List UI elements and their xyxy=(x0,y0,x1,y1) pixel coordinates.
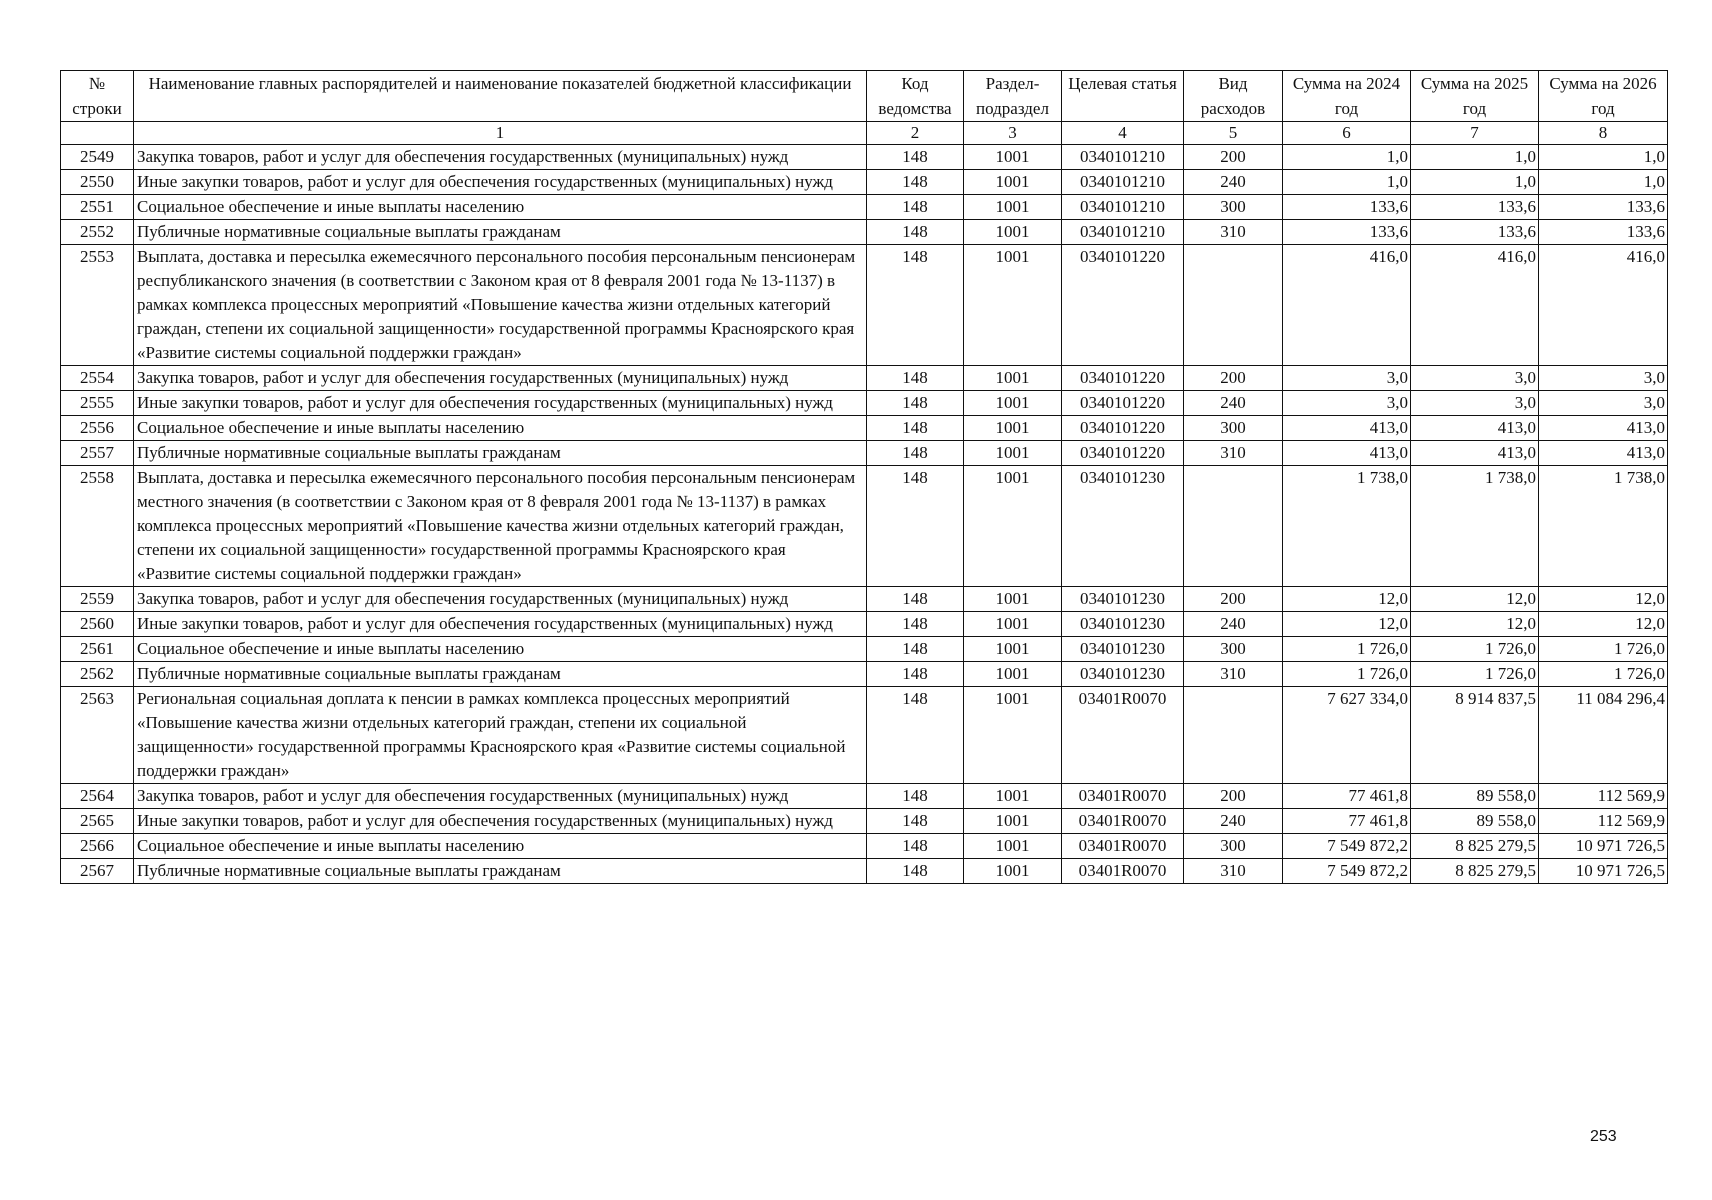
row-number: 2560 xyxy=(61,612,134,637)
sum-2025: 1,0 xyxy=(1411,145,1539,170)
sum-2024: 413,0 xyxy=(1283,441,1411,466)
target-code: 0340101210 xyxy=(1062,195,1184,220)
row-name: Закупка товаров, работ и услуг для обеспечения государственных (муниципальных) нужд xyxy=(134,145,867,170)
sum-2026: 3,0 xyxy=(1539,366,1668,391)
section-code: 1001 xyxy=(964,662,1062,687)
section-code: 1001 xyxy=(964,612,1062,637)
row-number: 2549 xyxy=(61,145,134,170)
dept-code: 148 xyxy=(867,441,964,466)
table-row xyxy=(61,195,1668,220)
sum-2024: 7 549 872,2 xyxy=(1283,859,1411,884)
sum-2025: 413,0 xyxy=(1411,441,1539,466)
target-code: 0340101230 xyxy=(1062,612,1184,637)
expense-type xyxy=(1184,466,1283,587)
target-code: 03401R0070 xyxy=(1062,809,1184,834)
row-number: 2565 xyxy=(61,809,134,834)
sum-2026: 1,0 xyxy=(1539,170,1668,195)
table-row xyxy=(61,391,1668,416)
target-code: 0340101210 xyxy=(1062,170,1184,195)
expense-type: 240 xyxy=(1184,612,1283,637)
expense-type: 310 xyxy=(1184,220,1283,245)
sum-2025: 8 825 279,5 xyxy=(1411,834,1539,859)
target-code: 0340101220 xyxy=(1062,245,1184,366)
section-code: 1001 xyxy=(964,170,1062,195)
sum-2026: 416,0 xyxy=(1539,245,1668,366)
target-code: 03401R0070 xyxy=(1062,687,1184,784)
dept-code: 148 xyxy=(867,170,964,195)
section-code: 1001 xyxy=(964,466,1062,587)
sum-2026: 133,6 xyxy=(1539,220,1668,245)
dept-code: 148 xyxy=(867,416,964,441)
row-name: Публичные нормативные социальные выплаты гражданам xyxy=(134,441,867,466)
target-code: 0340101230 xyxy=(1062,587,1184,612)
dept-code: 148 xyxy=(867,834,964,859)
dept-code: 148 xyxy=(867,637,964,662)
row-name: Выплата, доставка и пересылка ежемесячного персонального пособия персональным пенсионерам местного значения (в соответствии с Законом края от 8 февраля 2001 года № 13-1137) в рамках комплекса процессных мероприятий «Повышение качества жизни отдельных категорий граждан, степени их социальной защищенности» государственной программы Красноярского края «Развитие системы социальной поддержки граждан» xyxy=(134,466,867,587)
dept-code: 148 xyxy=(867,859,964,884)
dept-code: 148 xyxy=(867,687,964,784)
expense-type xyxy=(1184,245,1283,366)
dept-code: 148 xyxy=(867,466,964,587)
section-code: 1001 xyxy=(964,834,1062,859)
target-code: 03401R0070 xyxy=(1062,784,1184,809)
table-row xyxy=(61,637,1668,662)
sum-2025: 89 558,0 xyxy=(1411,809,1539,834)
column-number: 3 xyxy=(964,122,1062,145)
row-name: Социальное обеспечение и иные выплаты населению xyxy=(134,195,867,220)
sum-2025: 89 558,0 xyxy=(1411,784,1539,809)
sum-2024: 1 738,0 xyxy=(1283,466,1411,587)
row-number: 2561 xyxy=(61,637,134,662)
section-code: 1001 xyxy=(964,416,1062,441)
row-number: 2559 xyxy=(61,587,134,612)
sum-2024: 77 461,8 xyxy=(1283,784,1411,809)
dept-code: 148 xyxy=(867,809,964,834)
column-number: 7 xyxy=(1411,122,1539,145)
expense-type: 200 xyxy=(1184,784,1283,809)
row-number: 2567 xyxy=(61,859,134,884)
expense-type: 240 xyxy=(1184,809,1283,834)
target-code: 0340101220 xyxy=(1062,366,1184,391)
column-number: 4 xyxy=(1062,122,1184,145)
header-target: Целевая статья xyxy=(1062,71,1184,122)
table-row xyxy=(61,662,1668,687)
sum-2024: 1 726,0 xyxy=(1283,637,1411,662)
expense-type: 310 xyxy=(1184,441,1283,466)
dept-code: 148 xyxy=(867,366,964,391)
column-number xyxy=(61,122,134,145)
section-code: 1001 xyxy=(964,687,1062,784)
row-name: Выплата, доставка и пересылка ежемесячного персонального пособия персональным пенсионерам республиканского значения (в соответствии с Законом края от 8 февраля 2001 года № 13-1137) в рамках комплекса процессных мероприятий «Повышение качества жизни отдельных категорий граждан, степени их социальной защищенности» государственной программы Красноярского края «Развитие системы социальной поддержки граждан» xyxy=(134,245,867,366)
dept-code: 148 xyxy=(867,662,964,687)
sum-2025: 12,0 xyxy=(1411,612,1539,637)
sum-2026: 1 726,0 xyxy=(1539,637,1668,662)
sum-2026: 1 726,0 xyxy=(1539,662,1668,687)
row-number: 2553 xyxy=(61,245,134,366)
table-body xyxy=(61,145,1668,884)
expense-type: 240 xyxy=(1184,170,1283,195)
expense-type: 300 xyxy=(1184,637,1283,662)
sum-2026: 10 971 726,5 xyxy=(1539,859,1668,884)
table-row xyxy=(61,809,1668,834)
row-name: Публичные нормативные социальные выплаты гражданам xyxy=(134,662,867,687)
target-code: 03401R0070 xyxy=(1062,859,1184,884)
row-name: Закупка товаров, работ и услуг для обеспечения государственных (муниципальных) нужд xyxy=(134,366,867,391)
row-number: 2562 xyxy=(61,662,134,687)
table-row xyxy=(61,245,1668,366)
row-number: 2564 xyxy=(61,784,134,809)
table-row xyxy=(61,587,1668,612)
target-code: 0340101220 xyxy=(1062,416,1184,441)
header-exp-type: Вид расходов xyxy=(1184,71,1283,122)
section-code: 1001 xyxy=(964,220,1062,245)
dept-code: 148 xyxy=(867,145,964,170)
sum-2025: 3,0 xyxy=(1411,366,1539,391)
row-name: Социальное обеспечение и иные выплаты населению xyxy=(134,416,867,441)
sum-2024: 3,0 xyxy=(1283,391,1411,416)
sum-2024: 7 627 334,0 xyxy=(1283,687,1411,784)
sum-2024: 3,0 xyxy=(1283,366,1411,391)
table-row xyxy=(61,687,1668,784)
sum-2025: 133,6 xyxy=(1411,220,1539,245)
sum-2024: 77 461,8 xyxy=(1283,809,1411,834)
table-row xyxy=(61,366,1668,391)
dept-code: 148 xyxy=(867,220,964,245)
row-name: Иные закупки товаров, работ и услуг для обеспечения государственных (муниципальных) нужд xyxy=(134,170,867,195)
row-name: Публичные нормативные социальные выплаты гражданам xyxy=(134,859,867,884)
target-code: 0340101230 xyxy=(1062,662,1184,687)
sum-2025: 413,0 xyxy=(1411,416,1539,441)
column-number-row xyxy=(61,122,1668,145)
row-number: 2551 xyxy=(61,195,134,220)
budget-table-container xyxy=(60,70,1667,884)
section-code: 1001 xyxy=(964,391,1062,416)
sum-2025: 1,0 xyxy=(1411,170,1539,195)
row-name: Закупка товаров, работ и услуг для обеспечения государственных (муниципальных) нужд xyxy=(134,784,867,809)
sum-2024: 413,0 xyxy=(1283,416,1411,441)
expense-type: 300 xyxy=(1184,834,1283,859)
table-row xyxy=(61,612,1668,637)
row-name: Иные закупки товаров, работ и услуг для обеспечения государственных (муниципальных) нужд xyxy=(134,391,867,416)
sum-2026: 413,0 xyxy=(1539,441,1668,466)
row-number: 2557 xyxy=(61,441,134,466)
sum-2024: 12,0 xyxy=(1283,587,1411,612)
expense-type: 240 xyxy=(1184,391,1283,416)
sum-2025: 1 726,0 xyxy=(1411,662,1539,687)
sum-2024: 1,0 xyxy=(1283,145,1411,170)
sum-2025: 12,0 xyxy=(1411,587,1539,612)
row-name: Региональная социальная доплата к пенсии в рамках комплекса процессных мероприятий «Повышение качества жизни отдельных категорий граждан, степени их социальной защищенности» государственной программы Красноярского края «Развитие системы социальной поддержки граждан» xyxy=(134,687,867,784)
row-name: Социальное обеспечение и иные выплаты населению xyxy=(134,834,867,859)
sum-2025: 3,0 xyxy=(1411,391,1539,416)
row-number: 2566 xyxy=(61,834,134,859)
sum-2026: 3,0 xyxy=(1539,391,1668,416)
column-number: 8 xyxy=(1539,122,1668,145)
row-name: Закупка товаров, работ и услуг для обеспечения государственных (муниципальных) нужд xyxy=(134,587,867,612)
sum-2024: 12,0 xyxy=(1283,612,1411,637)
sum-2025: 8 914 837,5 xyxy=(1411,687,1539,784)
section-code: 1001 xyxy=(964,859,1062,884)
target-code: 0340101230 xyxy=(1062,466,1184,587)
dept-code: 148 xyxy=(867,612,964,637)
sum-2024: 133,6 xyxy=(1283,220,1411,245)
sum-2025: 8 825 279,5 xyxy=(1411,859,1539,884)
table-row xyxy=(61,784,1668,809)
table-row xyxy=(61,441,1668,466)
row-number: 2563 xyxy=(61,687,134,784)
expense-type xyxy=(1184,687,1283,784)
header-dept-code: Код ведомства xyxy=(867,71,964,122)
sum-2026: 133,6 xyxy=(1539,195,1668,220)
sum-2026: 413,0 xyxy=(1539,416,1668,441)
section-code: 1001 xyxy=(964,784,1062,809)
sum-2024: 416,0 xyxy=(1283,245,1411,366)
target-code: 0340101210 xyxy=(1062,220,1184,245)
header-sum-2025: Сумма на 2025 год xyxy=(1411,71,1539,122)
header-sum-2024: Сумма на 2024 год xyxy=(1283,71,1411,122)
expense-type: 310 xyxy=(1184,859,1283,884)
section-code: 1001 xyxy=(964,195,1062,220)
target-code: 0340101220 xyxy=(1062,441,1184,466)
table-row xyxy=(61,416,1668,441)
column-number: 1 xyxy=(134,122,867,145)
row-number: 2552 xyxy=(61,220,134,245)
sum-2026: 112 569,9 xyxy=(1539,784,1668,809)
row-number: 2554 xyxy=(61,366,134,391)
sum-2026: 1,0 xyxy=(1539,145,1668,170)
sum-2024: 133,6 xyxy=(1283,195,1411,220)
sum-2025: 416,0 xyxy=(1411,245,1539,366)
table-row xyxy=(61,834,1668,859)
sum-2025: 1 726,0 xyxy=(1411,637,1539,662)
column-number: 2 xyxy=(867,122,964,145)
expense-type: 310 xyxy=(1184,662,1283,687)
table-header-row xyxy=(61,71,1668,122)
row-number: 2556 xyxy=(61,416,134,441)
row-name: Социальное обеспечение и иные выплаты населению xyxy=(134,637,867,662)
section-code: 1001 xyxy=(964,637,1062,662)
expense-type: 200 xyxy=(1184,366,1283,391)
expense-type: 300 xyxy=(1184,416,1283,441)
section-code: 1001 xyxy=(964,441,1062,466)
table-row xyxy=(61,145,1668,170)
table-row xyxy=(61,170,1668,195)
dept-code: 148 xyxy=(867,245,964,366)
sum-2026: 112 569,9 xyxy=(1539,809,1668,834)
sum-2026: 11 084 296,4 xyxy=(1539,687,1668,784)
sum-2024: 1 726,0 xyxy=(1283,662,1411,687)
target-code: 03401R0070 xyxy=(1062,834,1184,859)
sum-2026: 10 971 726,5 xyxy=(1539,834,1668,859)
expense-type: 300 xyxy=(1184,195,1283,220)
target-code: 0340101220 xyxy=(1062,391,1184,416)
row-number: 2550 xyxy=(61,170,134,195)
row-number: 2555 xyxy=(61,391,134,416)
sum-2026: 12,0 xyxy=(1539,587,1668,612)
dept-code: 148 xyxy=(867,391,964,416)
column-number: 5 xyxy=(1184,122,1283,145)
column-number: 6 xyxy=(1283,122,1411,145)
sum-2026: 12,0 xyxy=(1539,612,1668,637)
header-name: Наименование главных распорядителей и наименование показателей бюджетной классификации xyxy=(134,71,867,122)
section-code: 1001 xyxy=(964,809,1062,834)
dept-code: 148 xyxy=(867,195,964,220)
target-code: 0340101210 xyxy=(1062,145,1184,170)
budget-table xyxy=(60,70,1668,884)
header-section: Раздел-подраздел xyxy=(964,71,1062,122)
sum-2026: 1 738,0 xyxy=(1539,466,1668,587)
section-code: 1001 xyxy=(964,245,1062,366)
header-sum-2026: Сумма на 2026 год xyxy=(1539,71,1668,122)
page-number: 253 xyxy=(1590,1128,1617,1145)
section-code: 1001 xyxy=(964,145,1062,170)
target-code: 0340101230 xyxy=(1062,637,1184,662)
row-name: Публичные нормативные социальные выплаты гражданам xyxy=(134,220,867,245)
section-code: 1001 xyxy=(964,366,1062,391)
sum-2024: 1,0 xyxy=(1283,170,1411,195)
section-code: 1001 xyxy=(964,587,1062,612)
expense-type: 200 xyxy=(1184,587,1283,612)
row-name: Иные закупки товаров, работ и услуг для обеспечения государственных (муниципальных) нужд xyxy=(134,612,867,637)
row-name: Иные закупки товаров, работ и услуг для обеспечения государственных (муниципальных) нужд xyxy=(134,809,867,834)
expense-type: 200 xyxy=(1184,145,1283,170)
dept-code: 148 xyxy=(867,587,964,612)
sum-2024: 7 549 872,2 xyxy=(1283,834,1411,859)
sum-2025: 1 738,0 xyxy=(1411,466,1539,587)
dept-code: 148 xyxy=(867,784,964,809)
table-row xyxy=(61,859,1668,884)
header-row-no: № строки xyxy=(61,71,134,122)
row-number: 2558 xyxy=(61,466,134,587)
table-row xyxy=(61,220,1668,245)
table-row xyxy=(61,466,1668,587)
sum-2025: 133,6 xyxy=(1411,195,1539,220)
